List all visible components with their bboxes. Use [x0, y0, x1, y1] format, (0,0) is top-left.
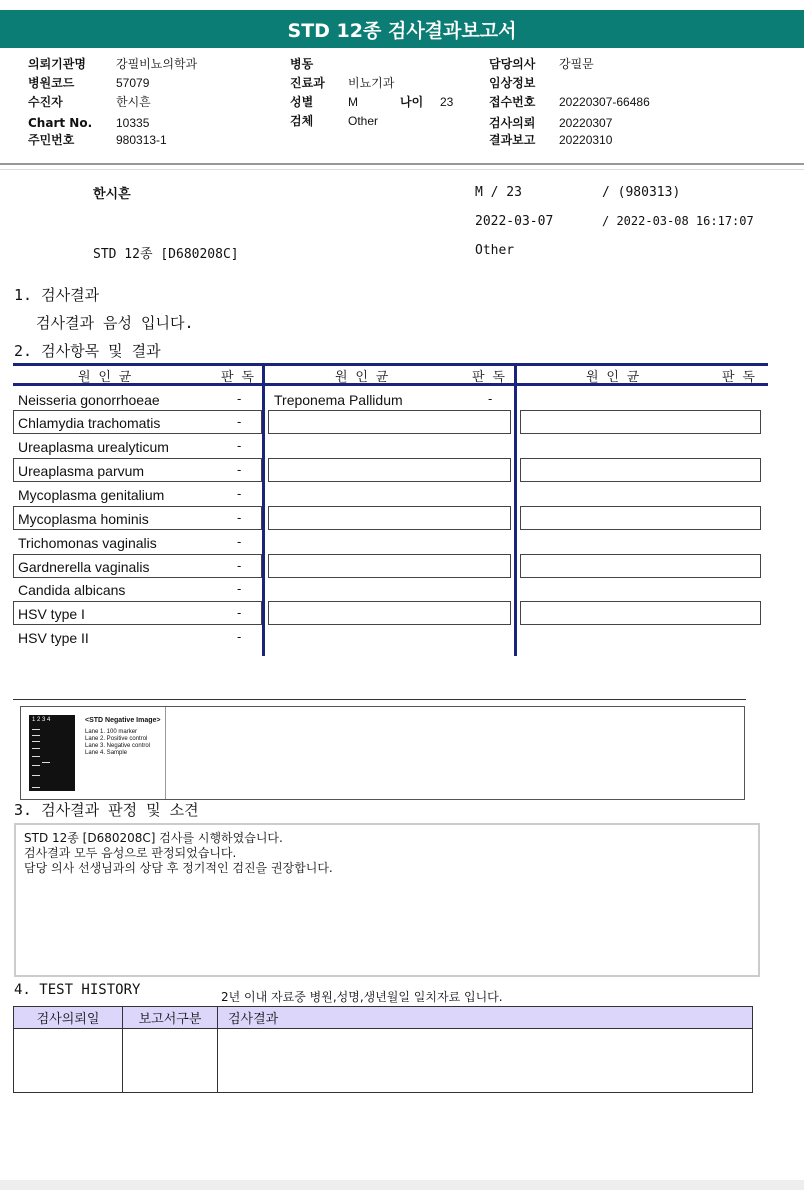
gel-lane-numbers: 1 2 3 4 — [32, 717, 51, 723]
history-note: 2년 이내 자료중 병원,성명,생년월일 일치자료 입니다. — [221, 990, 503, 1004]
section-3-title: 3. 검사결과 판정 및 소견 — [14, 801, 199, 819]
organism-name: Mycoplasma genitalium — [18, 487, 165, 503]
history-cell — [14, 1029, 123, 1093]
age-label: 나이 — [400, 95, 424, 109]
history-header-date: 검사의뢰일 — [14, 1007, 123, 1029]
organism-result: - — [237, 605, 242, 620]
info-label: 검체 — [290, 114, 314, 128]
info-col3 — [489, 55, 789, 155]
gel-lane-1: Lane 1. 100 marker — [85, 729, 138, 735]
gel-band — [42, 762, 50, 763]
gel-title: <STD Negative Image> — [85, 717, 161, 724]
gel-image — [29, 715, 75, 791]
divider — [0, 169, 804, 170]
history-header-result: 검사결과 — [218, 1007, 753, 1029]
age-value: 23 — [440, 95, 454, 109]
column-divider — [262, 363, 265, 656]
info-value: 10335 — [116, 116, 150, 130]
test-name: STD 12종 [D680208C] — [93, 247, 239, 262]
gel-lane-2: Lane 2. Positive control — [85, 736, 148, 742]
info-value: 20220307-66486 — [559, 95, 650, 109]
gel-band — [32, 741, 40, 742]
result-summary: 검사결과 음성 입니다. — [36, 314, 194, 332]
organism-result: - — [237, 534, 242, 549]
section-1-title: 1. 검사결과 — [14, 286, 100, 304]
info-value: 강필비뇨의학과 — [116, 57, 198, 71]
info-value: 980313-1 — [116, 133, 167, 147]
history-cell — [218, 1029, 753, 1093]
info-value: 한시흔 — [116, 95, 151, 109]
row-box — [520, 601, 761, 625]
organism-name: Gardnerella vaginalis — [18, 559, 150, 575]
info-label: 주민번호 — [28, 133, 75, 147]
info-col2 — [290, 55, 480, 155]
gel-band — [32, 765, 40, 766]
history-header-type: 보고서구분 — [123, 1007, 218, 1029]
patient-sex-age: M / 23 — [475, 185, 522, 200]
date-reported: / 2022-03-08 16:17:07 — [602, 214, 754, 228]
organism-result: - — [237, 391, 242, 406]
col-header-name: 원 인 균 — [586, 370, 640, 385]
col-header-name: 원 인 균 — [78, 370, 132, 385]
organism-result: - — [237, 486, 242, 501]
info-label: 임상정보 — [489, 76, 536, 90]
organism-name: Treponema Pallidum — [274, 392, 403, 408]
info-value: 57079 — [116, 76, 150, 90]
organism-name: Mycoplasma hominis — [18, 511, 149, 527]
organism-result: - — [237, 581, 242, 596]
history-table — [13, 1006, 753, 1093]
info-label: Chart No. — [28, 116, 93, 130]
report-title: STD 12종 검사결과보고서 — [287, 19, 517, 42]
organism-result: - — [237, 510, 242, 525]
report-title-bar — [0, 10, 804, 48]
organism-name: Trichomonas vaginalis — [18, 535, 157, 551]
gel-band — [32, 729, 40, 730]
gel-band — [32, 756, 40, 757]
gel-image-panel — [21, 707, 166, 799]
organism-name: HSV type I — [18, 606, 85, 622]
organism-result: - — [237, 629, 242, 644]
organism-result: - — [237, 558, 242, 573]
section-4-title: 4. TEST HISTORY — [14, 982, 141, 998]
col-header-name: 원 인 균 — [335, 370, 389, 385]
info-value: M — [348, 95, 358, 109]
info-col1 — [28, 55, 278, 155]
section-2-title: 2. 검사항목 및 결과 — [14, 342, 161, 360]
organism-result: - — [237, 462, 242, 477]
info-value: 비뇨기과 — [348, 76, 395, 90]
gel-band — [32, 775, 40, 776]
history-cell — [123, 1029, 218, 1093]
row-box — [520, 410, 761, 434]
row-box — [268, 410, 511, 434]
gel-band — [32, 735, 40, 736]
info-label: 병원코드 — [28, 76, 75, 90]
gel-lane-4: Lane 4. Sample — [85, 750, 128, 756]
info-label: 수진자 — [28, 95, 63, 109]
col-header-result: 판 독 — [472, 370, 505, 385]
col-header-result: 판 독 — [221, 370, 254, 385]
specimen: Other — [475, 243, 515, 258]
info-label: 병동 — [290, 57, 314, 71]
row-box — [520, 554, 761, 578]
info-value: 20220310 — [559, 133, 613, 147]
organism-name: Chlamydia trachomatis — [18, 415, 161, 431]
row-box — [520, 506, 761, 530]
opinion-box — [14, 823, 760, 977]
organism-result: - — [488, 391, 493, 406]
info-label: 성별 — [290, 95, 314, 109]
gel-lane-3: Lane 3. Negative control — [85, 743, 151, 749]
gel-legend — [85, 717, 160, 757]
organism-result: - — [237, 414, 242, 429]
row-box — [520, 458, 761, 482]
info-value: 20220307 — [559, 116, 613, 130]
organism-result: - — [237, 438, 242, 453]
patient-id: / (980313) — [602, 185, 681, 200]
info-label: 검사의뢰 — [489, 116, 536, 130]
gel-image-frame — [20, 706, 745, 800]
organism-name: Ureaplasma parvum — [18, 463, 145, 479]
organism-name: Neisseria gonorrhoeae — [18, 392, 160, 408]
organism-name: Ureaplasma urealyticum — [18, 439, 169, 455]
divider — [0, 163, 804, 165]
divider — [13, 699, 746, 700]
info-label: 접수번호 — [489, 95, 536, 109]
organism-name: HSV type II — [18, 630, 89, 646]
date-received: 2022-03-07 — [475, 214, 554, 229]
gel-band — [32, 748, 40, 749]
row-box — [268, 554, 511, 578]
patient-name: 한시흔 — [93, 187, 131, 202]
info-label: 결과보고 — [489, 133, 536, 147]
column-divider — [514, 363, 517, 656]
gel-band — [32, 787, 40, 788]
footer-bar — [0, 1180, 804, 1190]
row-box — [268, 601, 511, 625]
opinion-line: 검사결과 모두 음성으로 판정되었습니다. — [24, 846, 237, 860]
info-value: Other — [348, 114, 379, 128]
info-label: 담당의사 — [489, 57, 536, 71]
opinion-line: STD 12종 [D680208C] 검사를 시행하였습니다. — [24, 831, 283, 845]
row-box — [268, 458, 511, 482]
info-label: 진료과 — [290, 76, 325, 90]
opinion-line: 담당 의사 선생님과의 상담 후 정기적인 검진을 권장합니다. — [24, 861, 333, 875]
row-box — [268, 506, 511, 530]
col-header-result: 판 독 — [722, 370, 755, 385]
info-value: 강필문 — [559, 57, 594, 71]
organism-name: Candida albicans — [18, 582, 126, 598]
info-label: 의뢰기관명 — [28, 57, 86, 71]
